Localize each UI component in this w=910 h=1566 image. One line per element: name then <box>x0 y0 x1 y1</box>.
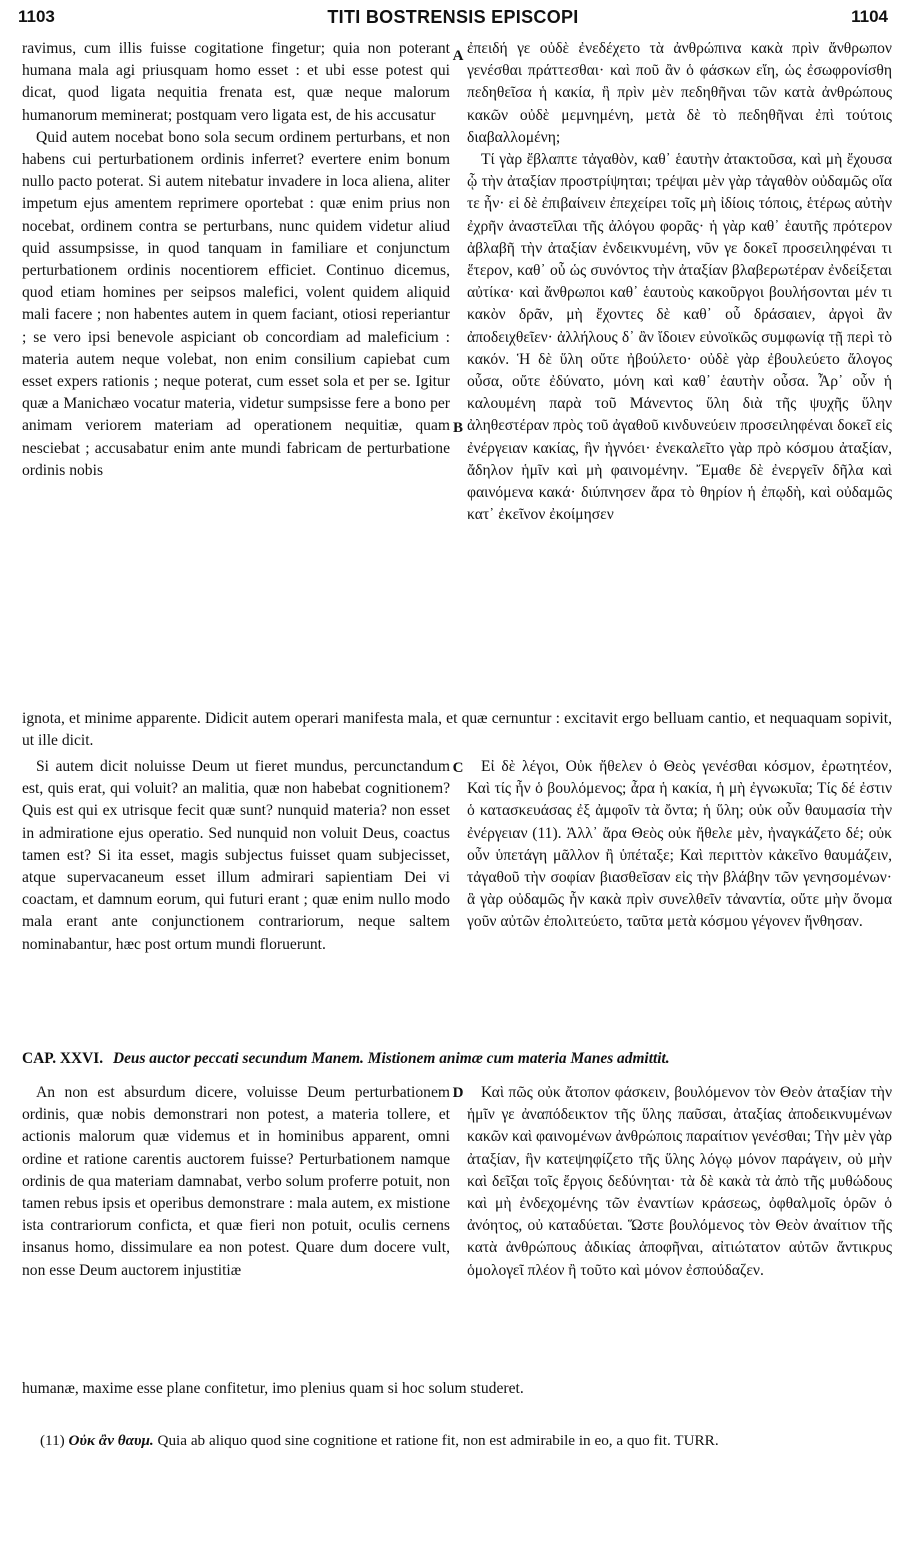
left-page-number: 1103 <box>18 7 55 26</box>
greek-column-3 <box>467 1082 892 1282</box>
latin-column-1 <box>22 38 450 482</box>
greek-column-2 <box>467 756 892 934</box>
full-width-continuation: ignota, et minime apparente. Didicit autem operari manifesta mala, et quæ cernuntur : excitavit ergo belluam cantio, et nequaquam sopivit, ut ille dicit. <box>22 710 892 750</box>
greek-paragraph: Εἰ δὲ λέγοι, Οὐκ ἤθελεν ὁ Θεὸς γενέσθαι κόσμον, ἐρωτητέον, Καὶ τίς ἦν ὁ βουλόμενος; ἆρα ἡ κακία, ἡ μὴ ἐγνωκυῖα; Τίς δέ ἐστιν ὁ κατασκευάσας ἐξ ἀμφοῖν τὰ ὄντα; ἡ ὕλη; οὐκ οὖν θαυμασία τὴν ἐνέργειαν (11). Ἀλλ᾽ ἄρα Θεὸς οὐκ ἤθελε μὲν, ἠναγκάζετο δέ; οὐκ οὖν ὑπετάγη μᾶλλον ἢ ὑπέταξε; Καὶ περιττὸν κἀκεῖνο θαυμάζειν, τἀγαθοῦ τὴν σοφίαν βιασθεῖσαν εἰς τὴν βλάβην τῶν γενησομένων· ἃ γὰρ οὐδαμῶς ἦν κακὰ πρὶν συνελθεῖν τἀναντία, οὔτε μὴν ὄνομα γοῦν αὐτῶν ἐπολιτεύετο, ταῦτα μετὰ κόσμου γέγονεν ἤνθησαν. <box>467 758 892 931</box>
marker-c: C <box>452 760 464 776</box>
greek-paragraph: Καὶ πῶς οὐκ ἄτοπον φάσκειν, βουλόμενον τὸν Θεὸν ἀταξίαν τὴν ἡμῖν γε ἀναπόδεικτον τῆς ὕλης παῦσαι, ἀταξίας ἀποδεικνυμένων κακῶν καὶ φαινομένων ἀνθρώποις παραίτιον γενέσθαι; Τὴν μὲν γὰρ ἀταξίαν, ἣν κατεψηφίζετο τῆς ὕλης λόγῳ μόνον παράγειν, οὐ μὴν καὶ δεῖξαι τοῖς ἔργοις δεδύνηται· τὰ δὲ κακὰ τὰ ἀπὸ τῆς μυθώδους καὶ μὴ ἐνδεχομένης τῶν ἐναντίων κράσεως, ὀφθαλμοῖς ὁρῶν ὁ ἀνόητος, οὐ καταδύεται. Ὥστε βουλόμενος τὸν Θεὸν ἀναίτιον τῆς κατὰ ἀνθρώπους ἀδικίας ἀποφῆναι, αἰτιώτατον αὐτῶν ἄντικρυς ὁμολογεῖ πλέον ἢ τοῦτο καὶ μόνον ἐσπούδαζεν. <box>467 1084 892 1279</box>
chapter-heading <box>22 1048 892 1070</box>
marker-b: B <box>452 420 463 436</box>
marker-a: A <box>452 48 464 64</box>
running-header <box>18 7 888 33</box>
full-width-continuation: humanæ, maxime esse plane confitetur, imo plenius quam si hoc solum studeret. <box>22 1380 524 1397</box>
footnote <box>40 1430 892 1451</box>
latin-paragraph: Si autem dicit noluisse Deum ut fieret mundus, percunctandum est, quis erat, qui voluit? an malitia, quæ non habebat cognitionem? Quis est qui ex utrisque fecit quæ sunt? nunquid materia? non esset in admiratione ejus operatio. Sed nunquid non voluit Deus, coactus tamen est? Si ita esset, magis subjectus fuisset quam subjecisset, atque supervacaneum esset illum admirari sapientiam Dei vi coactam, et damnum eorum, qui futuri erant ; quæ enim nullo modo mala erant ante conjunctionem contrariorum, neque saltem nominabantur, hæc post ortum mundi floruerunt. <box>22 758 450 953</box>
footnote-text: Quia ab aliquo quod sine cognitione et ratione fit, non est admirabile in eo, a quo fit. TURR. <box>157 1432 719 1449</box>
right-page-number: 1104 <box>851 7 888 26</box>
footnote-lemma: Οὐκ ἂν θαυμ. <box>68 1432 154 1449</box>
latin-paragraph: ravimus, cum illis fuisse cogitatione fingetur; quia non poterant humana mala agi priusquam homo esset : et ubi esse potest qui dicat, quod ligata nequitia frenata est, quæ neque malorum humanorum meminerat; postquam vero ligata est, de his accusatur <box>22 40 450 124</box>
greek-paragraph: Τί γὰρ ἔβλαπτε τἀγαθὸν, καθ᾽ ἑαυτὴν ἀτακτοῦσα, καὶ μὴ ἔχουσα ᾧ τὴν ἀταξίαν προστρίψηται; τρέψαι μὲν γὰρ τἀγαθὸν οὐδαμῶς οἵα τε ἦν· εἰ δὲ ἐπιβαίνειν ἐπεχείρει τοῖς μὴ ἰδίοις τόποις, ἑτέρως αὐτὴν ἐχρῆν ἀναστεῖλαι τῆς ἀλόγου φορᾶς· ἡ γὰρ καθ᾽ ἑαυτῆς πρότερον ἀβλαβῆ τὴν ἀταξίαν ἐνδεικνυμένη, νῦν γε δοκεῖ προσειληφέναι τι ἕτερον, καθ᾽ οὗ ὡς συνόντος τὴν ἀταξίαν βλαβερωτέραν ἐνδείξεται αὐτίκα· καὶ ἄνθρωποι καθ᾽ ἑαυτοὺς κακοῦργοι βουλήσονται μέν τι κακὸν δρᾶν, μὴ ἔχοντες δὲ καθ᾽ οὗ δράσαιεν, ἀργοὶ ἂν ἀποδειχθεῖεν· ἀλλήλους δ᾽ ἂν ἴδοιεν εὐνοϊκῶς συμφωνίᾳ τῇ περὶ τὸ κακόν. Ἡ δὲ ὕλη οὔτε ἠβούλετο· οὐδὲ γὰρ ἐβουλεύετο ἄλογος οὖσα, οὔτε ἐδύνατο, μόνη καὶ καθ᾽ ἑαυτὴν οὖσα. Ἆρ᾽ οὖν ἡ καλουμένη παρὰ τοῦ Μάνεντος ὕλη διὰ τῆς ψυχῆς ὕλην ἀληθεστέραν πρὸς τοῦ ἀγαθοῦ κινδυνεύειν προσειληφέναι δοκεῖ εἰς ἐνέργειαν κακίας, ἣν ἠγνόει· ἐνεκαλεῖτο γὰρ πρὸ κόσμου ἀταξίαν, ἄδηλον ἡμῖν καὶ μὴ φαινομένην. Ἔμαθε δὲ ἐνεργεῖν δῆλα καὶ φαινόμενα κακά· διύπνησεν ἄρα τὸ θηρίον ἡ ἐπῳδὴ, καὶ οὐδαμῶς κατ᾽ ἐκεῖνον ἐκοίμησεν <box>467 151 892 524</box>
latin-paragraph: Quid autem nocebat bono sola secum ordinem perturbans, et non habens cui perturbationem ordinis inferret? evertere enim bonum nullo pacto poterat. Si autem nitebatur invadere in loca aliena, aliter impetum ejus amentem reprimere oportebat : quæ enim prius non nocebat, ordinem contra se perturbans, nunc quidem videtur aliud quid assumpsisse, in quod tanquam in familiare et conjunctum perturbationem ordinis nocentiorem efficiet. Continuo dicemus, quod etiam homines per seipsos malefici, volent quidem aliquid mali facere ; non habentes autem in quem faciant, otiosi reperiantur ; se vero ipsi benevole aspiciant ob concordiam ad maleficium : materia autem neque volebat, non enim consilium capiebat cum esset expers rationis ; neque poterat, cum esset sola et per se. Igitur quæ a Manichæo vocatur materia, videtur sumpsisse fere a bono per animam veriorem materiam ad operationem nequitiæ, quam nesciebat ; accusabatur enim ante mundi fabricam de perturbatione ordinis nobis <box>22 128 450 479</box>
chapter-label: CAP. XXVI. <box>22 1050 104 1067</box>
footnote-number: (11) <box>40 1432 65 1449</box>
latin-column-3 <box>22 1082 450 1282</box>
running-title: TITI BOSTRENSIS EPISCOPI <box>327 7 579 27</box>
marker-d: D <box>452 1085 464 1101</box>
greek-column-1 <box>467 38 892 526</box>
greek-paragraph: ἐπειδή γε οὐδὲ ἐνεδέχετο τὰ ἀνθρώπινα κακὰ πρὶν ἄνθρωπον γενέσθαι πράττεσθαι· καὶ ποῦ ἂν ὁ φάσκων εἴη, ὡς ἐσωφρονίσθη πεδηθεῖσα ἡ κακία, ἣ πρὶν μὲν πεδηθῆναι τῶν κατὰ ἀνθρώπους κακῶν οὐδὲ μεμνημένη, μετὰ δὲ τὸ πεδηθῆναι ἐπὶ τούτοις διαβαλλομένη; <box>467 40 892 146</box>
latin-paragraph: An non est absurdum dicere, voluisse Deum perturbationem ordinis, quæ nobis demonstrari non potest, a materia tollere, et actionis malorum quæ videmus et in hominibus apparent, omni ordine et ratione carentis auctorem fuisse? Perturbationem namque ordinis de qua materiam damnabat, verbo solum proferre potuit, non tamen rebus ipsis et operibus demonstrare : mala autem, ex mistione ista contrariorum conficta, et quæ fieri non potuit, oculis cernens insanus homo, dissimulare ea non potest. Quare dum docere vult, non esse Deum auctorem injustitiæ <box>22 1084 450 1279</box>
chapter-title-latin: Deus auctor peccati secundum Manem. <box>112 1050 364 1067</box>
latin-column-2 <box>22 756 450 956</box>
chapter-subtitle: Mistionem animæ cum materia Manes admittit. <box>367 1050 670 1067</box>
